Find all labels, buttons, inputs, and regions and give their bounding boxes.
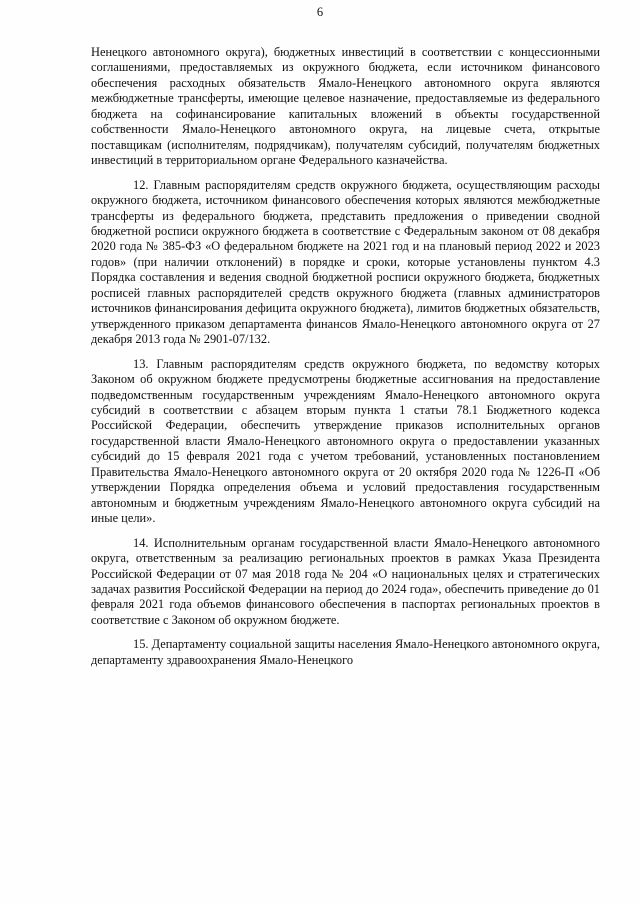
paragraph-15: 15. Департаменту социальной защиты населения Ямало-Ненецкого автономного округа, департаменту здравоохранения Ямало-Ненецкого	[91, 637, 600, 667]
document-body	[91, 45, 600, 668]
paragraph-13: 13. Главным распорядителям средств окружного бюджета, по ведомству которых Законом об окружном бюджете предусмотрены бюджетные ассигнования на предоставление подведомственным государственным учреждениям Ямало-Ненецкого автономного округа субсидий в соответствии с абзацем вторым пункта 1 статьи 78.1 Бюджетного кодекса Российской Федерации, обеспечить утверждение приказов исполнительных органов государственной власти Ямало-Ненецкого автономного округа о предоставлении указанных субсидий до 15 февраля 2021 года с учетом требований, установленных постановлением Правительства Ямало-Ненецкого автономного округа от 20 октября 2020 года № 1226-П «Об утверждении Порядка определения объема и условий предоставления государственным автономным и бюджетным учреждениям Ямало-Ненецкого автономного округа субсидий на иные цели».	[91, 356, 600, 526]
paragraph-12: 12. Главным распорядителям средств окружного бюджета, осуществляющим расходы окружного бюджета, источником финансового обеспечения которых являются межбюджетные трансферты из федерального бюджета, представить предложения о приведении сводной бюджетной росписи окружного бюджета в соответствие с Федеральным законом от 08 декабря 2020 года № 385-ФЗ «О федеральном бюджете на 2021 год и на плановый период 2022 и 2023 годов» (при наличии отклонений) в порядке и сроки, которые установлены пунктом 4.3 Порядка составления и ведения сводной бюджетной росписи окружного бюджета, бюджетных росписей главных распорядителей средств окружного бюджета (главных администраторов источников финансирования дефицита окружного бюджета), лимитов бюджетных обязательств, утвержденного приказом департамента финансов Ямало-Ненецкого автономного округа от 27 декабря 2013 года № 2901-07/132.	[91, 177, 600, 347]
page-number: 6	[316, 5, 324, 19]
paragraph-continuation: Ненецкого автономного округа), бюджетных инвестиций в соответствии с концессионными соглашениями, предоставляемых из окружного бюджета, если источником финансового обеспечения расходных обязательств Ямало-Ненецкого автономного округа являются межбюджетные трансферты, имеющие целевое назначение, предоставляемые из федерального бюджета на софинансирование капитальных вложений в объекты государственной собственности Ямало-Ненецкого автономного округа, на лицевые счета, открытые поставщикам (исполнителям, подрядчикам), получателям субсидий, получателям бюджетных инвестиций в территориальном органе Федерального казначейства.	[91, 45, 600, 168]
paragraph-14: 14. Исполнительным органам государственной власти Ямало-Ненецкого автономного округа, ответственным за реализацию региональных проектов в рамках Указа Президента Российской Федерации от 07 мая 2018 года № 204 «О национальных целях и стратегических задачах развития Российской Федерации на период до 2024 года», обеспечить приведение до 01 февраля 2021 года объемов финансового обеспечения в паспортах региональных проектов в соответствие с Законом об окружном бюджете.	[91, 535, 600, 627]
